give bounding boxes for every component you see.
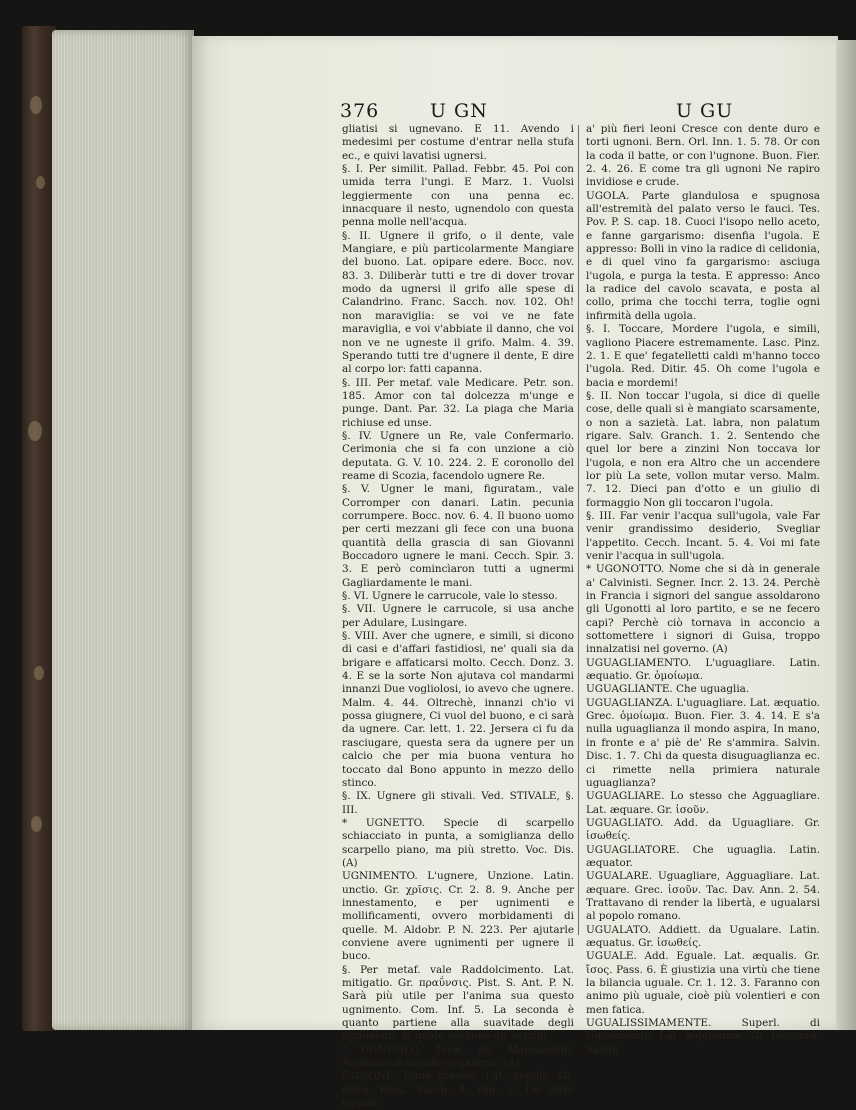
paragraph: UGNONE. Ugna grande. Lat. ungula. Gr. ὁπλή. Boez. Varch. 4. rim. 3. Un altro eguale (342, 1070, 574, 1110)
paragraph: §. VIII. Aver che ugnere, e simili, si dicono di casi e d'affari fastidiosi, ne' quali sia da brigare e affaticarsi molto. Cecch. Donz. 3. 4. E se la sorte Non ajutava col mandarmi innanzi Due vogliolosi, io avevo che ugnere. Malm. 4. 44. Oltrechè, innanzi ch'io vi possa giugnere, Ci vuol del buono, e ci sarà da ugnere. Car. lett. 1. 22. Jersera ci fu da rasciugare, questa sera da ugnere per un calcio che per mia buona ventura ho toccato dal Bono appunto in mezzo dello stinco. (342, 630, 574, 789)
right-text-column (586, 123, 820, 1057)
page-block-edges (52, 30, 194, 1030)
paragraph: * UGNUOLO. Term. de' Maniscalchi. Aggiunto di cavallo segaligno. (A) (342, 1043, 574, 1070)
paragraph: UGUAGLIANTE. Che uguaglia. (586, 683, 750, 696)
paragraph: UGUAGLIAMENTO. L'uguagliare. Latin. æquatio. Gr. ὁμοίωμα. (586, 656, 820, 683)
paragraph: §. V. Ugner le mani, figuratam., vale Corromper con danari. Latin. pecunia corrumpere. Bocc. nov. 6. 4. Il buono uomo per certi mezzani gli fece con una buona quantità della grascia di san Giovanni Boccadoro ugnere le mani. Cecch. Spir. 3. 3. E però comincìaron tutti a ugnermi Gagliardamente le mani. (342, 483, 574, 589)
paragraph: * UGONOTTO. Nome che si dà in generale a' Calvinisti. Segner. Incr. 2. 13. 24. Perchè in Francia i signori del sangue assoldarono gli Ugonotti al loro partito, e se ne fecero capi? Perchè ciò tornava in acconcio a sottomettere i signori di Guisa, troppo innalzatisi nel governo. (A) (586, 563, 820, 656)
paragraph: UGUALARE. Uguagliare, Agguagliare. Lat. æquare. Grec. ἰσοῦν. Tac. Dav. Ann. 2. 54. Trattavano di render la libertà, e ugualarsi al popolo romano. (586, 870, 820, 923)
page-number: 376 (340, 100, 380, 122)
paragraph: §. Per metaf. vale Raddolcimento. Lat. mitigatio. Gr. πραΰνσις. Pist. S. Ant. P. N. Sarà più utile per l'anima sua questo ugnimento. Com. Inf. 5. La seconda è quanto partiene alla suavitade degli ugnimenti, la quale usavano gli antichi. (342, 963, 574, 1043)
paragraph: §. IX. Ugnere gli stivali. Ved. STIVALE, §. III. (342, 790, 574, 816)
paragraph: §. II. Non toccar l'ugola, si dice di quelle cose, delle quali si è mangiato scarsamente, o non a sazietà. Lat. labra, non palatum rigare. Salv. Granch. 1. 2. Sentendo che quel lor bere a zinzini Non toccava lor l'ugola, e non era Altro che un accendere lor più La sete, vollon mutar verso. Malm. 7. 12. Dieci pan d'otto e un giulio di formaggio Non gli toccaron l'ugola. (586, 389, 820, 509)
paragraph: UGUAGLIANZA. L'uguagliare. Lat. æquatio. Grec. ὁμοίωμα. Buon. Fier. 3. 4. 14. E s'a nulla uguaglianza il mondo aspira, In mano, in fronte e a' piè de' Re s'ammira. Salvin. Disc. 1. 7. Chi da questa disuguaglianza ec. ci rimette nella primiera naturale uguaglianza? (586, 696, 820, 789)
paragraph: UGUALISSIMAMENTE. Superl. di Ugualmente. Lat. æquissime. Gr. ἰσώτατα. Salvin. (586, 1017, 820, 1056)
paragraph: §. I. Toccare, Mordere l'ugola, e simili, vagliono Piacere estremamente. Lasc. Pinz. 2. 1. E que' fegatelletti caldi m'hanno tocco l'ugola. Red. Ditir. 45. Oh come l'ugola e bacia e mordemi! (586, 323, 820, 389)
next-page-edge (836, 40, 856, 1030)
left-running-head: U GN (430, 100, 488, 122)
book-cover-edge (22, 26, 56, 1031)
paragraph: §. VII. Ugnere le carrucole, si usa anche per Adulare, Lusingare. (342, 603, 574, 629)
paragraph: §. II. Ugnere il grifo, o il dente, vale Mangiare, e più particolarmente Mangiare del buono. Lat. opipare edere. Bocc. nov. 83. 3. Diliberàr tutti e tre di dover trovar modo da ugnersi il grifo alle spese di Calandrino. Franc. Sacch. nov. 102. Oh! non maraviglia: se voi ve ne fate maraviglia, e voi v'abbiate il danno, che voi non ve ne ugneste il grifo. Malm. 4. 39. Sperando tutti tre d'ugnere il dente, E dire al corpo lor: fatti capanna. (342, 229, 574, 376)
paragraph: §. VI. Ugnere le carrucole, vale lo stesso. (342, 590, 558, 603)
paragraph: UGOLA. Parte glandulosa e spugnosa all'estremità del palato verso le fauci. Tes. Pov. P. S. cap. 18. Cuoci l'isopo nello aceto, e fanne gargarismo: disenfia l'ugola. E appresso: Bolli in vino la radice di celidonia, e di quel vino fa gargarismo: asciuga l'ugola, e purga la testa. E appresso: Anco la radice del cavolo scavata, e posta al collo, prima che tocchi terra, toglie ogni infirmità della ugola. (586, 189, 820, 322)
paragraph: * UGNETTO. Specie di scarpello schiacciato in punta, a somiglianza dello scarpello piano, ma più stretto. Voc. Dis. (A) (342, 816, 574, 869)
paragraph: UGNIMENTO. L'ugnere, Unzione. Latin. unctio. Gr. χρῖσις. Cr. 2. 8. 9. Anche per innestamento, e per ugnimenti e mollificamenti, ovvero morbidamenti di quelle. M. Aldobr. P. N. 223. Per ajutarle conviene avere ugnimenti per ugnere il buco. (342, 870, 574, 963)
paragraph: §. III. Per metaf. vale Medicare. Petr. son. 185. Amor con tal dolcezza m'unge e punge. Dant. Par. 32. La piaga che Maria richiuse ed unse. (342, 376, 574, 429)
right-running-head: U GU (676, 100, 734, 122)
paragraph: UGUAGLIARE. Lo stesso che Agguagliare. Lat. æquare. Gr. ἰσοῦν. (586, 790, 820, 816)
paragraph: UGUALE. Add. Eguale. Lat. æqualis. Gr. ἴσος. Pass. 6. È giustizia una virtù che tiene la bilancia uguale. Cr. 1. 12. 3. Faranno con animo più uguale, cioè più volentieri e con men fatica. (586, 950, 820, 1016)
paragraph: UGUAGLIATO. Add. da Uguagliare. Gr. ἰσωθείς. (586, 816, 820, 843)
paragraph: §. IV. Ugnere un Re, vale Confermarlo. Cerimonia che si fa con unzione a ciò deputata. G. V. 10. 224. 2. E coronollo del reame di Scozia, facendolo ugnere Re. (342, 429, 574, 482)
paragraph: UGUAGLIATORE. Che uguaglia. Latin. æquator. (586, 843, 820, 869)
paragraph: §. I. Per similit. Pallad. Febbr. 45. Poi con umida terra l'ungi. E Marz. 1. Vuolsi leggiermente con una penna ec. innacquare il nesto, ugnendolo con questa penna molle nell'acqua. (342, 163, 574, 229)
paragraph: §. III. Far venir l'acqua sull'ugola, vale Far venir grandissimo desiderio, Svegliar l'appetito. Cecch. Incant. 5. 4. Voi mi fate venir l'acqua in sull'ugola. (586, 509, 820, 562)
paragraph: a' più fieri leoni Cresce con dente duro e torti ugnoni. Bern. Orl. Inn. 1. 5. 78. Or con la coda il batte, or con l'ugnone. Buon. Fier. 2. 4. 26. E come tra gli ugnoni Ne rapiro invidiose e crude. (586, 123, 820, 189)
paragraph: gliatisi si ugnevano. E 11. Avendo i medesimi per costume d'entrar nella stufa ec., e quivi lavatisi ugnersi. (342, 123, 574, 162)
paragraph: UGUALATO. Addiett. da Ugualare. Latin. æquatus. Gr. ἰσωθείς. (586, 923, 820, 949)
column-divider (578, 125, 579, 935)
left-text-column (342, 123, 574, 1110)
